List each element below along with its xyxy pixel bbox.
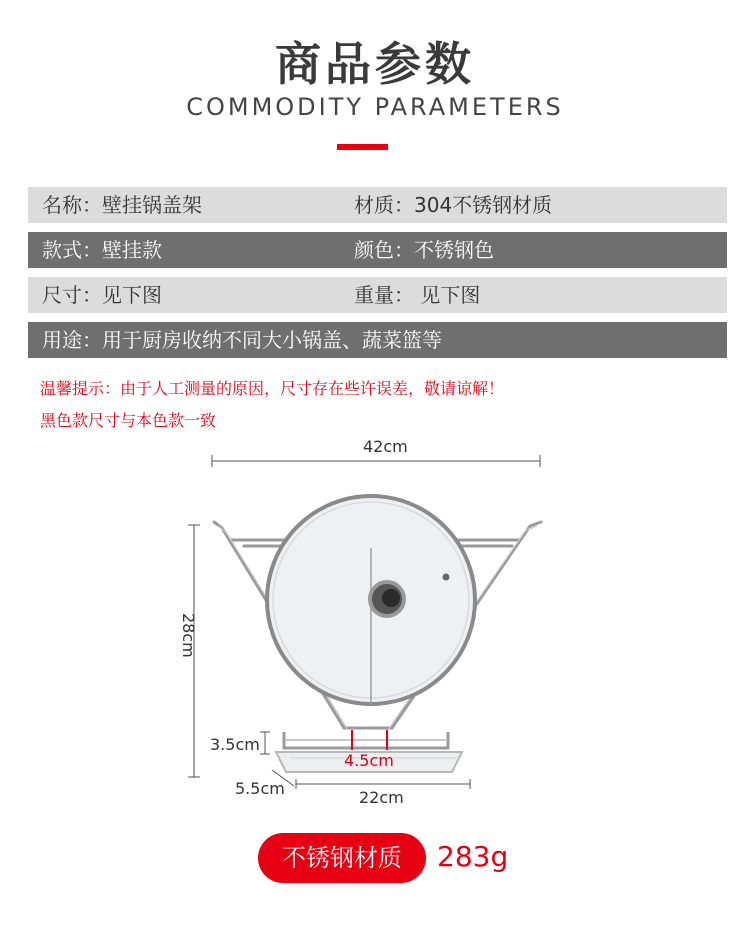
notice-line-2: 黑色款尺寸与本色款一致 [40,411,217,430]
dim-height: 28cm [179,613,198,658]
page-subtitle: COMMODITY PARAMETERS [186,93,564,121]
dim-line-width [212,455,540,467]
pot-lid [267,496,475,704]
dim-depth: 5.5cm [235,779,285,798]
page-title: 商品参数 [275,37,475,91]
dim-tray-width: 22cm [359,788,404,807]
param-weight: 重量： 见下图 [354,283,481,307]
dim-tray-height: 3.5cm [210,735,260,754]
param-color: 颜色：不锈钢色 [354,238,494,262]
dim-line-tray-height [260,732,270,754]
param-material: 材质：304不锈钢材质 [354,193,553,217]
param-style: 款式：壁挂款 [42,238,162,262]
dim-gap: 4.5cm [344,751,394,770]
dim-width-top: 42cm [363,437,408,456]
param-usage: 用途：用于厨房收纳不同大小锅盖、蔬菜篮等 [42,328,442,352]
param-size: 尺寸：见下图 [42,283,162,307]
material-badge: 不锈钢材质 [258,833,426,883]
weight-value: 283g [437,840,509,873]
notice-line-1: 温馨提示：由于人工测量的原因，尺寸存在些许误差，敬请谅解！ [40,379,505,398]
param-name: 名称：壁挂锅盖架 [42,193,202,217]
lid-vent-icon [443,574,450,581]
